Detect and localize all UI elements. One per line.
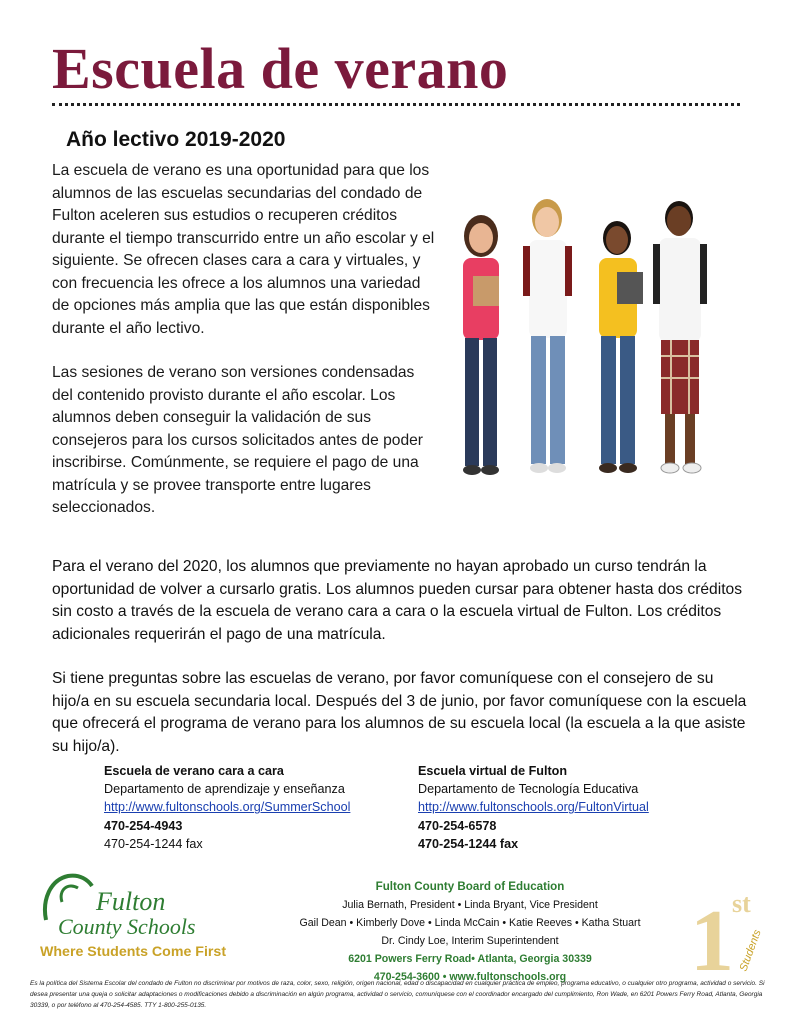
logo-line-1: Fulton xyxy=(96,887,166,916)
contact-fax: 470-254-1244 fax xyxy=(104,836,203,851)
board-members-1: Julia Bernath, President • Linda Bryant, Vice President xyxy=(342,899,598,911)
contact-block-virtual xyxy=(418,762,649,853)
badge-word: Students xyxy=(737,928,764,974)
students-first-badge xyxy=(686,884,766,979)
students-photo xyxy=(443,188,741,490)
page-title: Escuela de verano xyxy=(52,36,509,101)
student-2 xyxy=(523,199,572,473)
contact-phone: 470-254-6578 xyxy=(418,818,497,833)
contact-heading: Escuela virtual de Fulton xyxy=(418,764,568,778)
main-text xyxy=(52,556,752,780)
body-paragraph-2: Si tiene preguntas sobre las escuelas de verano, por favor comuníquese con el consejero de su hijo/a en su escuela secundaria local. Después del 3 de junio, por favor comuníquese con la escuela que ofrecerá el programa de verano para los alumnos de su escuela local (la escuela a la que asiste su hijo/a). xyxy=(52,670,747,755)
logo-tagline: Where Students Come First xyxy=(40,944,227,960)
student-3 xyxy=(599,221,643,473)
body-paragraph-1: Para el verano del 2020, los alumnos que previamente no hayan aprobado un curso tendrán la oportunidad de volver a cursarlo gratis. Los alumnos pueden cursar para obtener hasta dos créditos sin costo a través de la escuela de verano cara a cara o la escuela virtual de Fulton. Los créditos adicionales requerirán el pago de una matrícula. xyxy=(52,558,742,643)
board-members-2: Gail Dean • Kimberly Dove • Linda McCain • Katie Reeves • Katha Stuart xyxy=(299,917,641,929)
intro-text xyxy=(52,160,437,542)
fulton-county-schools-logo xyxy=(38,872,238,964)
contact-department: Departamento de Tecnología Educativa xyxy=(418,782,639,797)
board-contact: 470-254-3600 • www.fultonschools.org xyxy=(373,971,567,983)
board-of-education-info xyxy=(250,878,690,986)
dotted-divider xyxy=(52,103,740,106)
superintendent: Dr. Cindy Loe, Interim Superintendent xyxy=(381,935,559,947)
intro-paragraph-2: Las sesiones de verano son versiones condensadas del contenido provisto durante el año escolar. Los alumnos deben conseguir la validación de sus consejeros para los cursos solicitados antes de poder inscribirse. Comúnmente, se requiere el pago de una matrícula y se provee transporte entre lugares seleccionados. xyxy=(52,364,423,516)
board-address: 6201 Powers Ferry Road• Atlanta, Georgia 30339 xyxy=(348,953,592,965)
contact-department: Departamento de aprendizaje y enseñanza xyxy=(104,782,345,797)
contact-block-face-to-face xyxy=(104,762,350,853)
contact-phone: 470-254-4943 xyxy=(104,818,183,833)
badge-suffix: st xyxy=(732,889,751,918)
student-4 xyxy=(653,201,707,473)
contact-fax: 470-254-1244 fax xyxy=(418,836,519,851)
board-heading: Fulton County Board of Education xyxy=(375,880,565,893)
badge-number: 1 xyxy=(690,893,734,979)
summer-school-link[interactable]: http://www.fultonschools.org/SummerSchool xyxy=(104,800,351,815)
intro-paragraph-1: La escuela de verano es una oportunidad para que los alumnos de las escuelas secundarias del condado de Fulton aceleren sus estudios o recuperen créditos durante el tiempo transcurrido entre un año escolar y el siguiente. Se ofrecen clases cara a cara y virtuales, y con frecuencia les ofrece a los alumnos una variedad de opciones más amplia que las que están disponibles durante el año lectivo. xyxy=(52,162,435,337)
logo-line-2: County Schools xyxy=(58,914,196,939)
fulton-virtual-link[interactable]: http://www.fultonschools.org/FultonVirtual xyxy=(418,800,649,815)
nondiscrimination-notice: Es la política del Sistema Escolar del condado de Fulton no discriminar por motivos de raza, color, sexo, religión, origen nacional, edad o discapacidad en cualquier práctica de empleo, programa educativo, o cualquier otro programa, actividad o servicio. Si desea presentar una queja o solicitar adaptaciones o modificaciones debido a discriminación en algún programa, actividad o servicio, comuníquese con el coordinador encargado del cumplimiento, Ron Wade, en 6201 Powers Ferry Road, Atlanta, Georgia 30339, o por teléfono al 470-254-4585. TTY 1-800-255-0135. xyxy=(30,980,765,1009)
student-1 xyxy=(463,215,499,475)
contact-heading: Escuela de verano cara a cara xyxy=(104,764,284,778)
school-year-heading: Año lectivo 2019-2020 xyxy=(66,128,286,151)
